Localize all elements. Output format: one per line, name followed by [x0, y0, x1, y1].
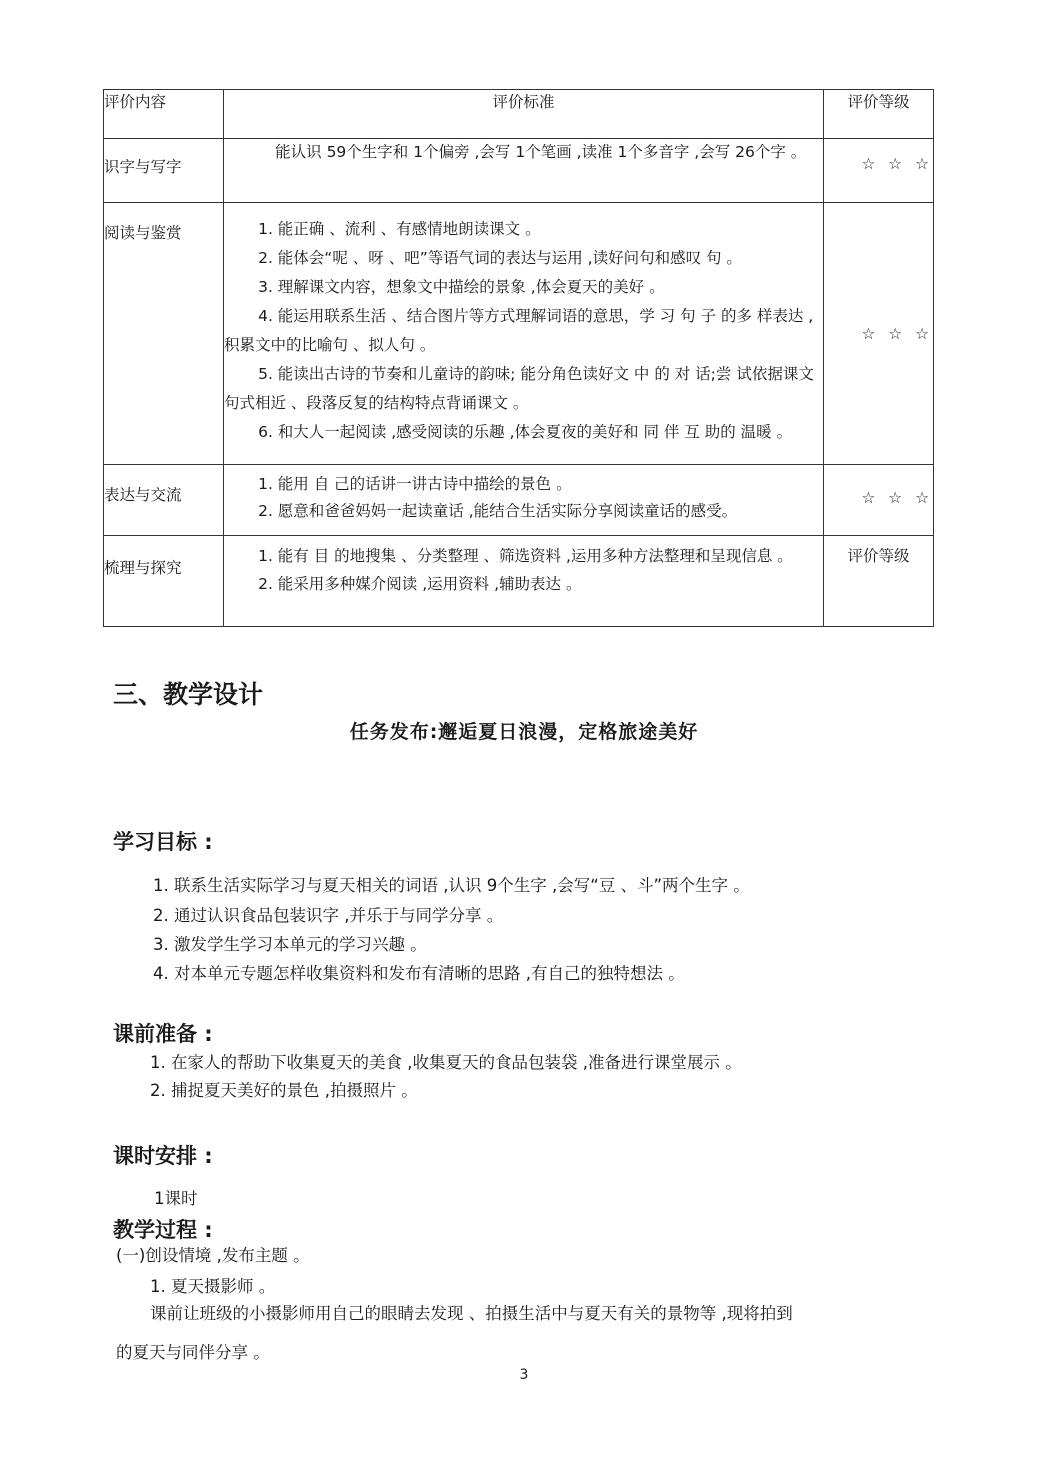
process-sub: 1. 夏天摄影师 。	[150, 1277, 276, 1296]
row-standard	[224, 536, 824, 627]
section-title: 三、教学设计	[113, 680, 264, 709]
table-row	[104, 465, 934, 536]
goal-item: 2. 通过认识食品包装识字 ,并乐于与同学分享 。	[153, 906, 504, 925]
row-category: 识字与写字	[104, 139, 224, 203]
standard-line: 4. 能运用联系生活 、结合图片等方式理解词语的意思，学 习 句 子 的多 样表达 ,积累文中的比喻句 、拟人句 。	[224, 307, 814, 354]
table-row	[104, 203, 934, 465]
standard-line: 1. 能有 目 的地搜集 、分类整理 、筛选资料 ,运用多种方法整理和呈现信息 。	[258, 547, 793, 565]
evaluation-table	[103, 89, 934, 627]
process-step: (一)创设情境 ,发布主题 。	[116, 1246, 310, 1265]
row-category: 梳理与探究	[104, 536, 224, 627]
standard-line: 1. 能用 自 己的话讲一讲古诗中描绘的景色 。	[258, 475, 572, 493]
goal-item: 1. 联系生活实际学习与夏天相关的词语 ,认识 9个生字 ,会写“豆 、斗”两个生字 。	[153, 876, 750, 895]
goals-heading: 学习目标 :	[113, 830, 213, 854]
prep-item: 2. 捕捉夏天美好的景色 ,拍摄照片 。	[150, 1081, 418, 1100]
process-paragraph-line: 的夏天与同伴分享 。	[116, 1343, 270, 1362]
row-rating: 评价等级	[824, 536, 934, 627]
schedule-heading: 课时安排 :	[113, 1144, 213, 1168]
standard-line: 2. 愿意和爸爸妈妈一起读童话 ,能结合生活实际分享阅读童话的感受。	[258, 502, 738, 520]
standard-line: 能认识 59个生字和 1个偏旁 ,会写 1个笔画 ,读准 1个多音字 ,会写 26个字 。	[275, 143, 807, 161]
row-category: 表达与交流	[104, 465, 224, 536]
task-title: 任务发布:邂逅夏日浪漫，定格旅途美好	[349, 721, 699, 743]
process-heading: 教学过程 :	[113, 1218, 213, 1242]
standard-line: 1. 能正确 、流利 、有感情地朗读课文 。	[258, 220, 541, 238]
standard-line: 5. 能读出古诗的节奏和儿童诗的韵味; 能分角色读好文 中 的 对 话;尝 试依据课文句式相近 、段落反复的结构特点背诵课文 。	[224, 365, 814, 412]
header-grade: 评价等级	[824, 90, 934, 139]
row-standard	[224, 465, 824, 536]
standard-line: 2. 能采用多种媒介阅读 ,运用资料 ,辅助表达 。	[258, 575, 582, 593]
header-standard: 评价标准	[224, 90, 824, 139]
table-row	[104, 536, 934, 627]
row-rating: ☆ ☆ ☆	[824, 139, 934, 203]
process-paragraph-line: 课前让班级的小摄影师用自己的眼睛去发现 、拍摄生活中与夏天有关的景物等 ,现将拍到	[150, 1304, 793, 1323]
schedule-value: 1课时	[154, 1189, 198, 1208]
row-standard	[224, 139, 824, 203]
row-rating: ☆ ☆ ☆	[824, 465, 934, 536]
page-number: 3	[519, 1367, 529, 1383]
row-standard	[224, 203, 824, 465]
standard-line: 6. 和大人一起阅读 ,感受阅读的乐趣 ,体会夏夜的美好和 同 伴 互 助的 温暖 。	[258, 423, 793, 441]
row-category: 阅读与鉴赏	[104, 203, 224, 465]
table-row	[104, 139, 934, 203]
standard-line: 3. 理解课文内容，想象文中描绘的景象 ,体会夏天的美好 。	[258, 278, 665, 296]
goal-item: 3. 激发学生学习本单元的学习兴趣 。	[153, 935, 427, 954]
table-header-row	[104, 90, 934, 139]
standard-line: 2. 能体会“呢 、呀 、吧”等语气词的表达与运用 ,读好问句和感叹 句 。	[258, 249, 742, 267]
row-rating: ☆ ☆ ☆	[824, 203, 934, 465]
prep-item: 1. 在家人的帮助下收集夏天的美食 ,收集夏天的食品包装袋 ,准备进行课堂展示 。	[150, 1053, 742, 1072]
goal-item: 4. 对本单元专题怎样收集资料和发布有清晰的思路 ,有自己的独特想法 。	[153, 964, 685, 983]
prep-heading: 课前准备 :	[113, 1022, 213, 1046]
header-content: 评价内容	[104, 90, 224, 139]
